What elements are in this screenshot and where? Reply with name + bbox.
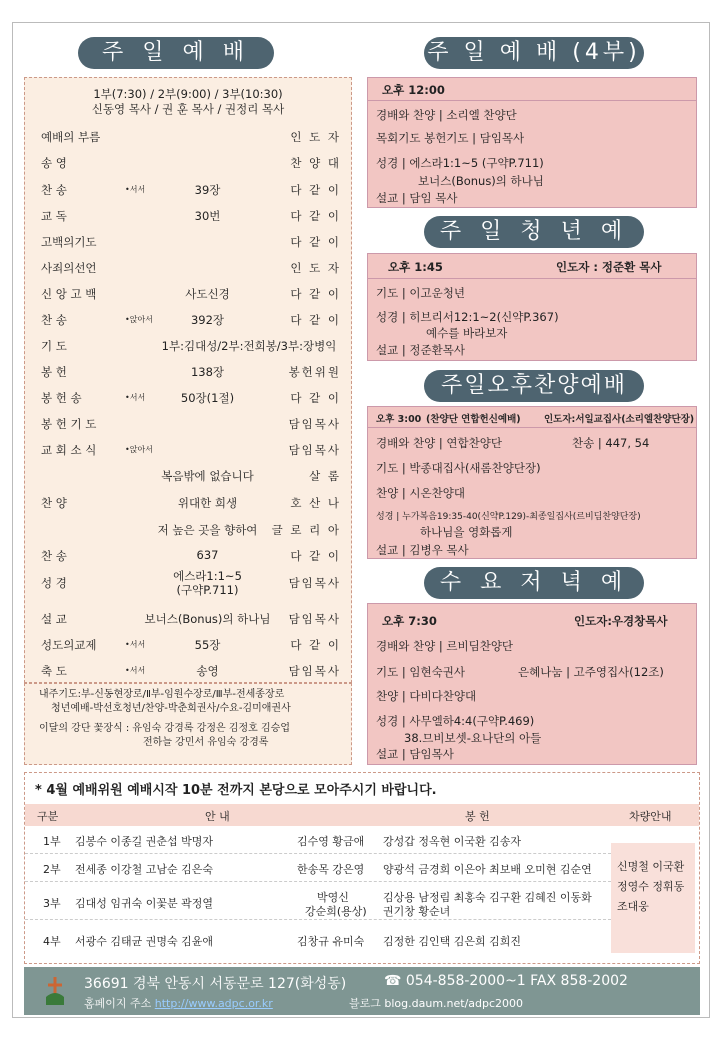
col-part: 구분	[37, 810, 59, 823]
order-row	[25, 335, 351, 355]
committee-guide: 김봉수 이종길 권춘섭 박명자	[75, 835, 214, 848]
order-row	[25, 439, 351, 459]
order-item-detail: 50장(1절)	[180, 391, 235, 405]
order-row	[25, 257, 351, 277]
order-item-posture: •서서	[125, 185, 146, 194]
car-line: 조대웅	[617, 900, 649, 913]
wed-line: 설교 | 담임목사	[376, 747, 454, 761]
wed-line: 성경 | 사무엘하4:4(구약P.469)	[376, 714, 535, 728]
committee-offering-2: 강성갑 정옥현 이국환 김송자	[383, 835, 522, 848]
sunday-worship-order	[24, 77, 352, 683]
order-row	[25, 634, 351, 654]
order-item-leader: 다 같 이	[290, 549, 341, 563]
order-item-leader: 다 같 이	[290, 287, 341, 301]
committee-offering-2: 김정한 김인택 김은희 김희진	[383, 935, 522, 948]
order-item-detail: 392장	[190, 313, 225, 327]
order-row	[25, 387, 351, 407]
order-item-detail: 138장	[190, 365, 225, 379]
order-item-name: 예배의 부름	[41, 130, 101, 144]
committee-table-header	[25, 804, 699, 826]
order-item-posture: •앉아서	[125, 315, 153, 324]
worship4-line: 보너스(Bonus)의 하나님	[418, 174, 544, 188]
worship4-time: 오후 12:00	[382, 83, 445, 97]
order-item-name: 고백의기도	[41, 235, 97, 249]
phone: ☎ 054-858-2000~1 FAX 858-2002	[384, 973, 628, 989]
order-row	[25, 309, 351, 329]
order-item-posture: •서서	[125, 640, 146, 649]
committee-offering-2: 김상용 남정림 최홍숙 김구환 김혜진 이동화	[383, 891, 592, 904]
youth-worship-box	[367, 253, 697, 361]
wednesday-worship-box	[367, 603, 697, 765]
order-row	[25, 413, 351, 433]
homepage-label: 홈페이지 주소	[84, 997, 152, 1010]
praise-line: 경배와 찬양 | 연합찬양단	[376, 436, 502, 450]
prayer-note: 내주기도:부-신동현장로/Ⅱ부-임원수장로/Ⅲ부-전세종장로	[39, 689, 285, 700]
order-row	[25, 126, 351, 146]
order-item-name: 교 독	[41, 209, 67, 223]
order-item-name: 교 회 소 식	[41, 443, 97, 457]
praise-line: 기도 | 박종대집사(새롬찬양단장)	[376, 461, 541, 475]
row-divider	[25, 853, 611, 854]
wed-line: 찬양 | 다비다찬양대	[376, 689, 477, 703]
order-item-leader: 담임목사	[288, 612, 341, 626]
worship4-box	[367, 77, 697, 208]
order-item-name: 성도의교제	[41, 638, 97, 652]
order-item-posture: •서서	[125, 666, 146, 675]
car-guide	[611, 843, 695, 953]
order-item-name: 신 앙 고 백	[41, 287, 97, 301]
youth-time: 오후 1:45	[388, 260, 443, 274]
order-item-name: 성 경	[41, 576, 67, 590]
order-item-detail-2: (구약P.711)	[176, 583, 239, 597]
praise-time: 오후 3:00	[376, 414, 422, 425]
order-item-leader: 담임목사	[288, 417, 341, 431]
order-item-name: 봉 헌 송	[41, 391, 82, 405]
row-divider	[25, 881, 611, 882]
order-item-leader: 담임목사	[288, 576, 341, 590]
afternoon-praise-title: 주일오후찬양예배	[424, 370, 644, 402]
youth-leader: 인도자 : 정준환 목사	[556, 260, 662, 274]
flower-note-2: 전하늘 강민서 유임숙 강경록	[143, 737, 269, 748]
praise-line: 찬송 | 447, 54	[572, 436, 650, 450]
col-car: 차량안내	[629, 810, 672, 823]
order-item-leader: 인 도 자	[290, 130, 341, 144]
committee-offering-1: 김창규 유미숙	[297, 935, 365, 948]
wed-time: 오후 7:30	[382, 614, 437, 628]
youth-line: 설교 | 정준환목사	[376, 343, 465, 357]
praise-line: 설교 | 김병우 목사	[376, 543, 469, 557]
order-item-name: 축 도	[41, 664, 67, 678]
order-item-detail: 1부:김대성/2부:전희봉/3부:장병익	[161, 339, 337, 353]
order-item-name: 찬 송	[41, 549, 67, 563]
order-item-detail: 에스라1:1~5	[173, 569, 242, 583]
committee-offering-1: 한송목 강은영	[297, 863, 365, 876]
order-row	[25, 519, 351, 539]
order-item-name: 송 영	[41, 156, 67, 170]
sunday-worship-title: 주 일 예 배	[78, 37, 274, 69]
homepage-link[interactable]: http://www.adpc.or.kr	[154, 997, 273, 1010]
afternoon-praise-box	[367, 406, 697, 559]
order-row	[25, 569, 351, 597]
committee-offering-2b: 권기창 황순녀	[383, 905, 451, 918]
order-item-detail: 사도신경	[185, 287, 230, 301]
church-logo-icon	[42, 975, 68, 1007]
order-item-detail: 보너스(Bonus)의 하나님	[144, 612, 271, 626]
wed-line: 은혜나눔 | 고주영집사(12조)	[518, 665, 664, 679]
order-item-posture: •서서	[125, 393, 146, 402]
committee-part: 3부	[43, 897, 61, 910]
order-item-detail: 55장	[194, 638, 221, 652]
committee-row	[25, 861, 699, 889]
praise-line: 하나님을 영화롭게	[420, 525, 513, 539]
committee-guide: 서광수 김태균 권명숙 김윤애	[75, 935, 214, 948]
committee-offering-1: 박영신	[317, 891, 349, 904]
blog: 블로그 blog.daum.net/adpc2000	[349, 997, 524, 1010]
order-item-detail: 위대한 희생	[177, 496, 238, 510]
wed-line: 기도 | 임현숙권사	[376, 665, 465, 679]
car-line: 정영수 정휘동	[617, 880, 685, 893]
order-item-name: 찬 송	[41, 313, 67, 327]
youth-line: 예수를 바라보자	[426, 326, 508, 340]
order-row	[25, 205, 351, 225]
committee-offering-2: 양광석 금경희 이은아 최보배 오미현 김순연	[383, 863, 592, 876]
order-item-leader: 담임목사	[288, 664, 341, 678]
order-row	[25, 465, 351, 485]
committee-title: * 4월 예배위원 예배시작 10분 전까지 본당으로 모아주시기 바랍니다.	[35, 783, 437, 798]
flower-note: 이달의 강단 꽃장식 : 유임숙 강경록 강정은 김정호 김승업	[39, 723, 290, 734]
service-times: 1부(7:30) / 2부(9:00) / 3부(10:30)	[93, 87, 283, 101]
committee-guide: 김대성 임귀숙 이꽃분 곽정열	[75, 897, 214, 910]
order-item-leader: 살 롬	[309, 469, 341, 483]
ministers: 신동영 목사 / 권 훈 목사 / 권정리 목사	[91, 102, 285, 116]
order-item-detail: 637	[196, 548, 219, 562]
order-item-name: 사죄의선언	[41, 261, 97, 275]
order-row	[25, 545, 351, 565]
praise-group: (찬양단 연합헌신예배)	[426, 414, 521, 425]
worship4-line: 설교 | 담임 목사	[376, 191, 458, 205]
order-item-leader: 호 산 나	[290, 496, 341, 510]
worship-committee	[24, 772, 700, 964]
worship4-title: 주 일 예 배 (4부)	[424, 37, 644, 69]
row-divider	[25, 919, 611, 920]
order-item-leader: 글 로 리 아	[271, 523, 341, 537]
car-line: 신명철 이국환	[617, 860, 685, 873]
committee-row	[25, 933, 699, 961]
committee-row	[25, 833, 699, 861]
order-item-name: 기 도	[41, 339, 67, 353]
committee-row	[25, 891, 699, 923]
order-item-posture: •앉아서	[125, 445, 153, 454]
wed-leader: 인도자:우경창목사	[574, 614, 668, 628]
committee-guide: 전세종 이강철 고남순 김은숙	[75, 863, 214, 876]
order-item-leader: 다 같 이	[290, 391, 341, 405]
order-row	[25, 152, 351, 172]
worship4-line: 성경 | 에스라1:1~5 (구약P.711)	[376, 156, 544, 170]
order-item-name: 설 교	[41, 612, 67, 626]
order-item-detail: 송영	[196, 664, 219, 678]
order-item-leader: 다 같 이	[290, 638, 341, 652]
order-item-name: 찬 송	[41, 183, 67, 197]
committee-part: 2부	[43, 863, 61, 876]
order-item-name: 봉 헌	[41, 365, 67, 379]
order-item-leader: 담임목사	[288, 443, 341, 457]
notes-box	[24, 683, 352, 765]
order-row	[25, 660, 351, 680]
col-guide: 안 내	[205, 810, 230, 823]
praise-line: 찬양 | 시온찬양대	[376, 486, 465, 500]
order-row	[25, 283, 351, 303]
order-item-leader: 봉헌위원	[288, 365, 341, 379]
order-item-leader: 다 같 이	[290, 183, 341, 197]
praise-line: 성경 | 누가복음19:35-40(신약P.129)-최종일집사(르비딤찬양단장)	[376, 512, 641, 522]
address: 36691 경북 안동시 서동문로 127(화성동)	[84, 976, 347, 992]
committee-part: 4부	[43, 935, 61, 948]
order-item-name: 봉 헌 기 도	[41, 417, 97, 431]
wed-line: 경배와 찬양 | 르비딤찬양단	[376, 639, 514, 653]
order-item-leader: 찬 양 대	[290, 156, 341, 170]
praise-leader: 인도자:서일교집사(소리엘찬양단장)	[544, 414, 695, 425]
youth-worship-title: 주 일 청 년 예	[424, 216, 644, 248]
wednesday-worship-title: 수 요 저 녁 예	[424, 567, 644, 599]
order-row	[25, 608, 351, 628]
order-row	[25, 361, 351, 381]
worship4-line: 경배와 찬양 | 소리엘 찬양단	[376, 108, 517, 122]
order-item-leader: 다 같 이	[290, 209, 341, 223]
order-item-leader: 다 같 이	[290, 235, 341, 249]
committee-offering-1b: 강순희(용상)	[305, 905, 367, 918]
order-row	[25, 492, 351, 512]
order-row	[25, 231, 351, 251]
order-item-name: 찬 양	[41, 496, 67, 510]
committee-offering-1: 김수영 황금애	[297, 835, 365, 848]
order-item-detail: 저 높은 곳을 향하여	[157, 523, 258, 537]
order-item-detail: 복음밖에 없습니다	[161, 469, 254, 483]
wed-line: 38.므비보셋-요나단의 아들	[404, 731, 542, 745]
worship4-line: 목회기도 봉헌기도 | 담임목사	[376, 131, 525, 145]
homepage	[84, 995, 273, 1011]
prayer-note-2: 청년예배-박선호청년/찬양-박춘희권사/수요-김미애권사	[51, 703, 291, 714]
committee-part: 1부	[43, 835, 61, 848]
youth-line: 성경 | 히브리서12:1~2(신약P.367)	[376, 310, 559, 324]
footer	[24, 967, 700, 1015]
order-item-leader: 다 같 이	[290, 313, 341, 327]
col-offering: 봉 헌	[465, 810, 490, 823]
order-row	[25, 179, 351, 199]
youth-line: 기도 | 이고운청년	[376, 286, 465, 300]
order-item-detail: 30번	[194, 209, 221, 223]
order-item-leader: 인 도 자	[290, 261, 341, 275]
order-item-detail: 39장	[194, 183, 221, 197]
